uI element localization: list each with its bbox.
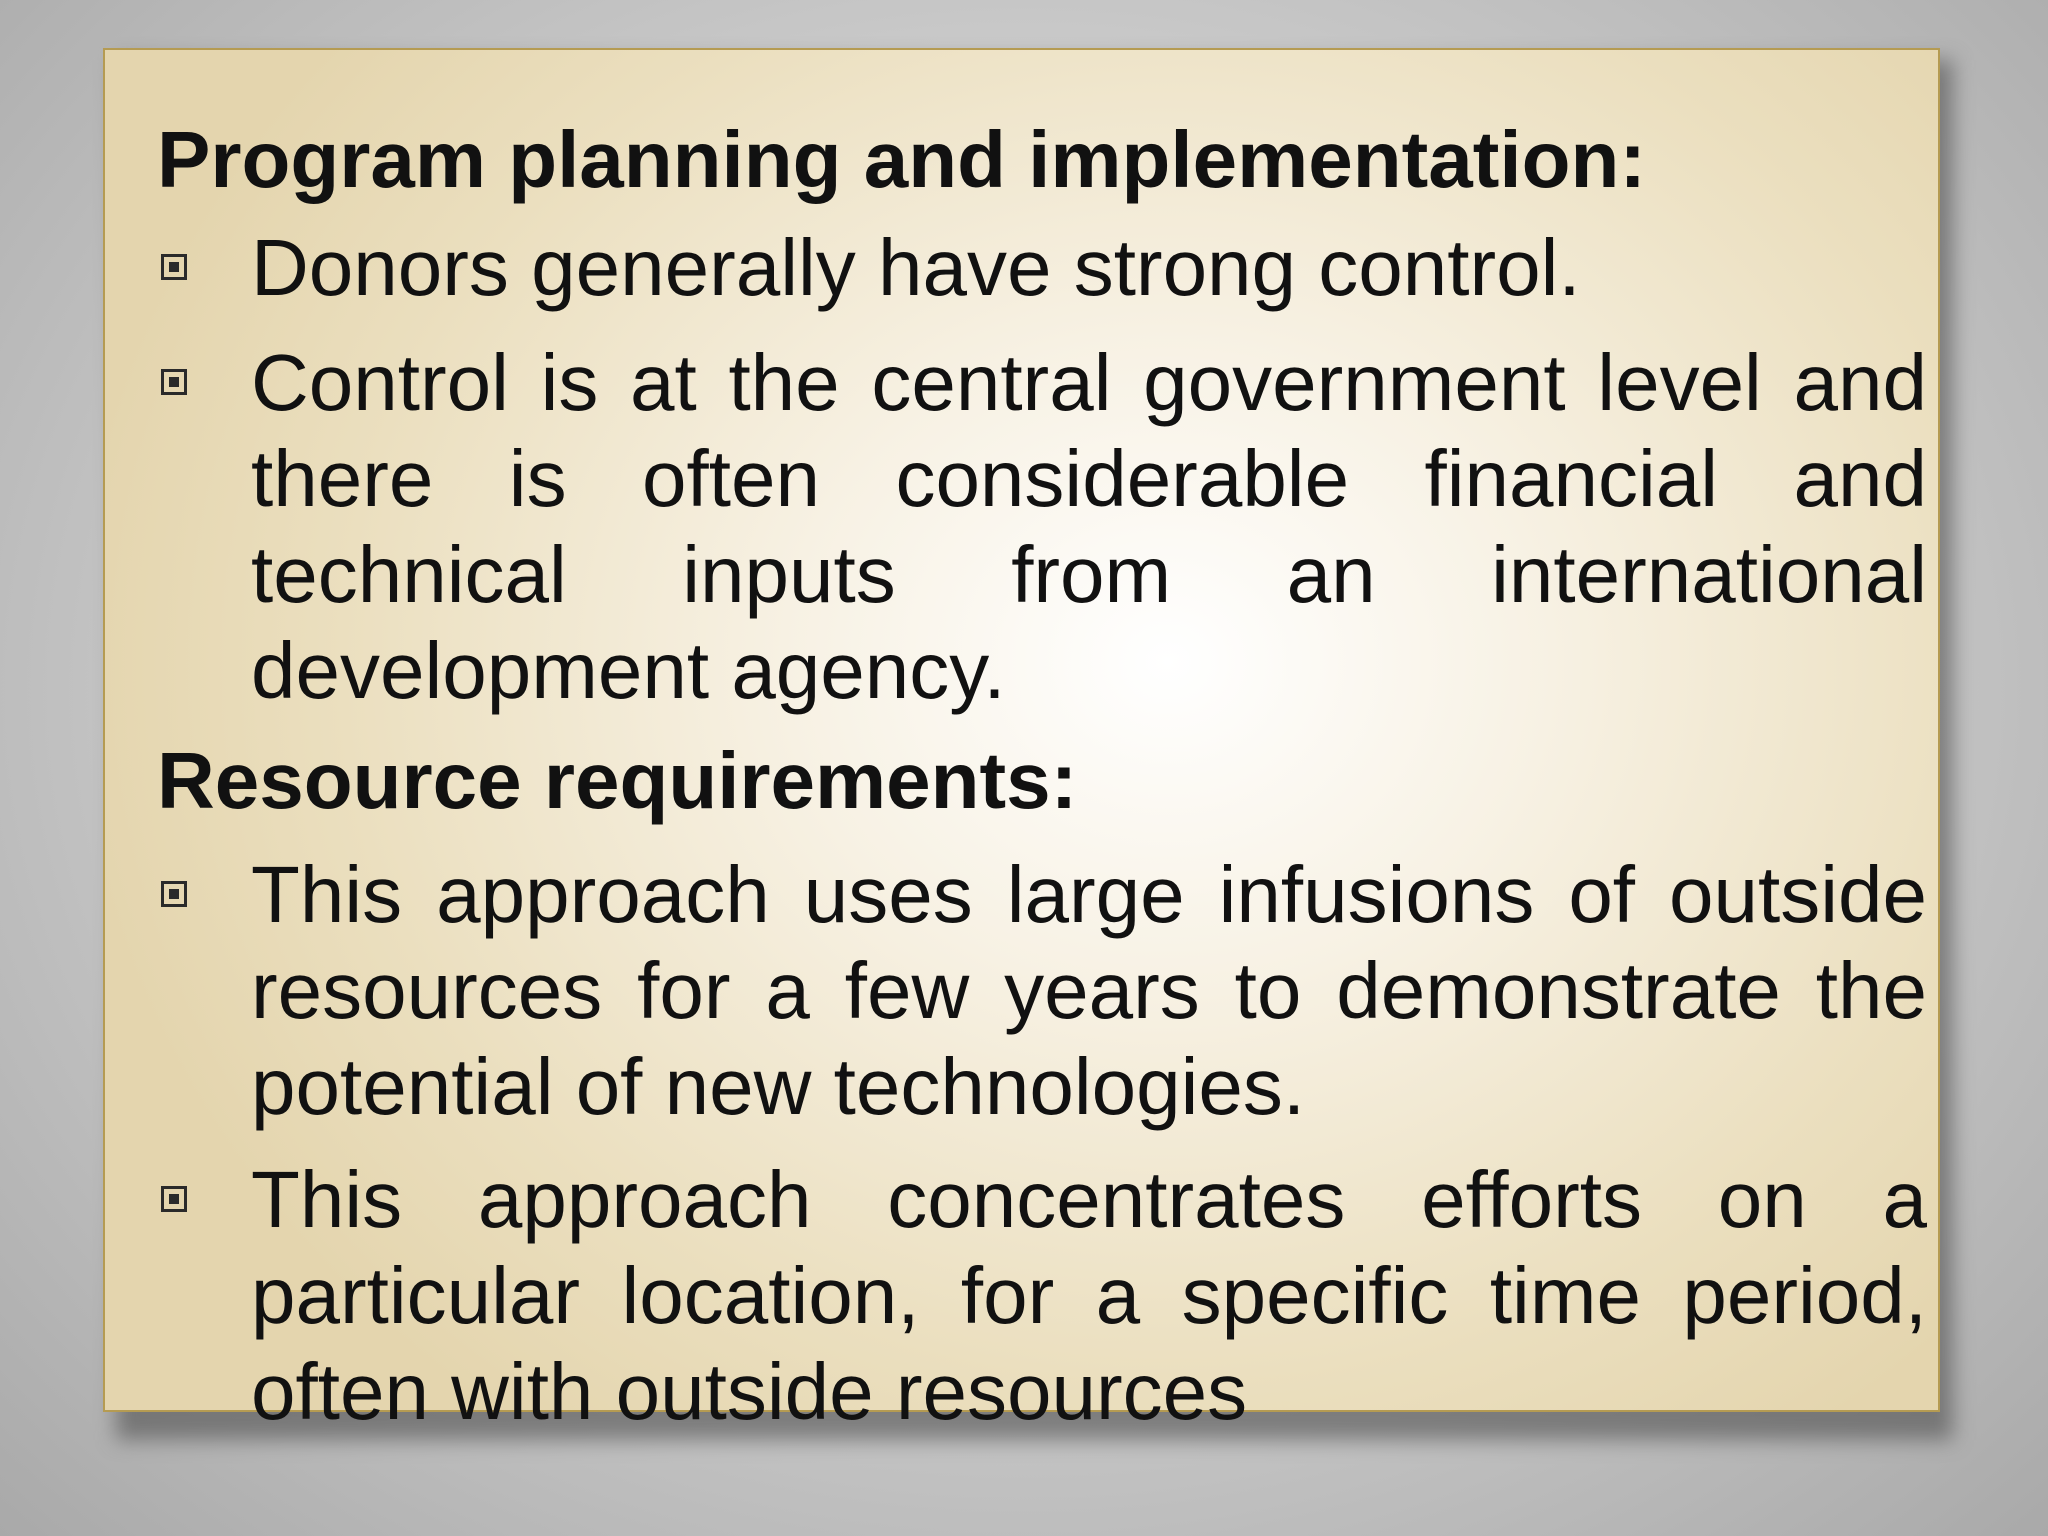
bullet-text: Donors generally have strong control. <box>251 223 1581 312</box>
square-bullet-icon <box>161 1186 187 1212</box>
square-bullet-icon <box>161 881 187 907</box>
section-heading-resource-requirements: Resource requirements: <box>157 736 1078 825</box>
bullet-text: This approach uses large infusions of outside resources for a few years to demonstrate the potential of new technologies. <box>251 850 1927 1131</box>
slide-panel <box>103 48 1940 1436</box>
bullet-item-outside-resources <box>157 847 1927 1135</box>
bullet-text: This approach concentrates efforts on a particular location, for a specific time period, often with outside resources <box>251 1155 1927 1436</box>
bullet-item-central-government <box>157 335 1927 719</box>
bullet-item-concentrates-efforts <box>157 1152 1927 1440</box>
bullet-text: Control is at the central government level and there is often considerable financial and technical inputs from an international development agency. <box>251 338 1927 715</box>
section-heading-program-planning: Program planning and implementation: <box>157 115 1646 204</box>
bullet-item-donors-control <box>157 220 1927 316</box>
square-bullet-icon <box>161 369 187 395</box>
square-bullet-icon <box>161 254 187 280</box>
slide-content <box>157 68 1927 1440</box>
